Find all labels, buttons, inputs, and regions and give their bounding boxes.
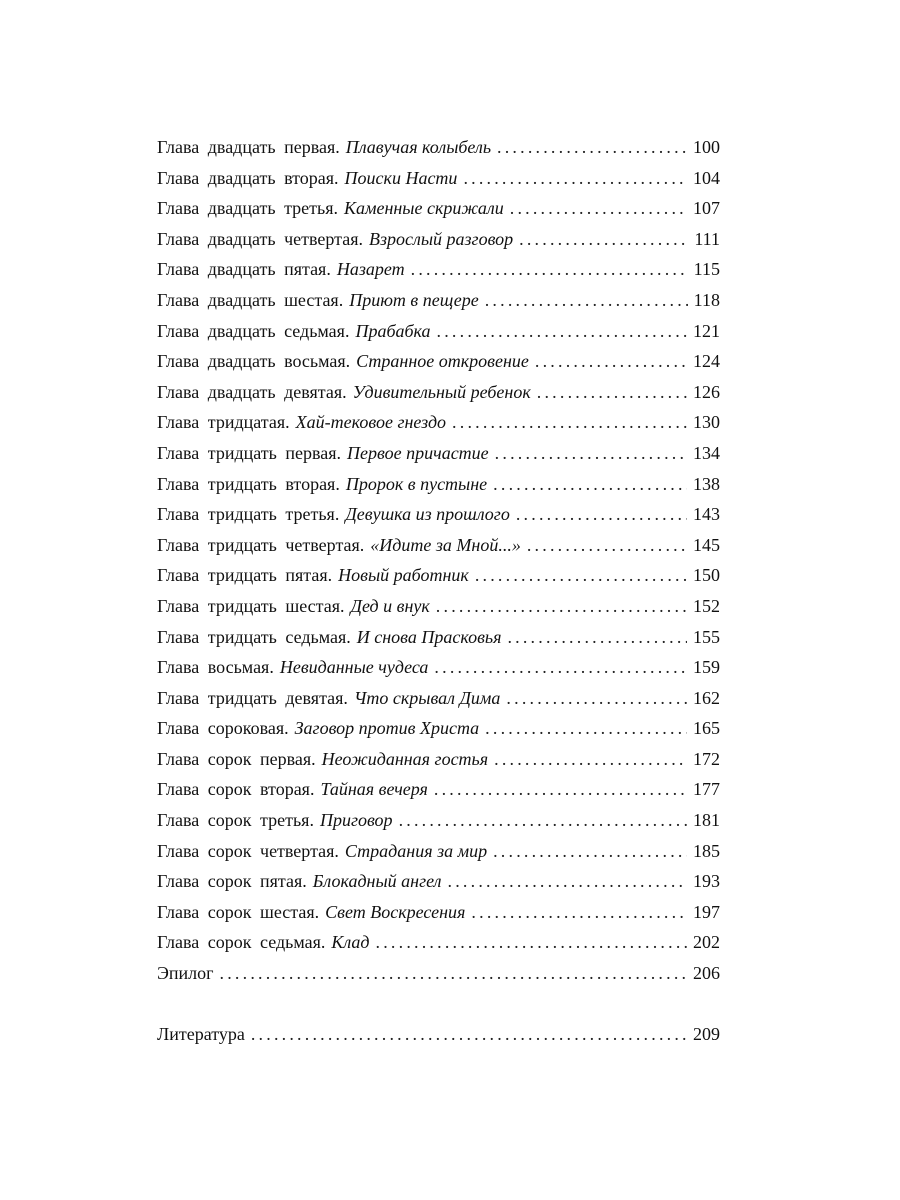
- toc-entry-title: Взрослый разговор: [368, 228, 514, 249]
- dot-leader: [485, 713, 687, 744]
- toc-entry-page-number: 100: [693, 137, 720, 157]
- toc-entry-title: Каменные скрижали: [344, 198, 504, 219]
- toc-entry-chapter: Глава сорок третья.: [157, 810, 314, 831]
- toc-entry-chapter: Глава сорок пятая.: [157, 871, 307, 892]
- toc-entry-chapter: Глава восьмая.: [157, 657, 274, 678]
- toc-entry-chapter: Глава сороковая.: [157, 718, 289, 739]
- toc-entry-chapter: Глава двадцать пятая.: [157, 259, 331, 280]
- toc-entry-title: Невиданные чудеса: [279, 657, 429, 678]
- dot-leader: [495, 438, 687, 469]
- toc-entry-chapter: Глава тридцать первая.: [157, 442, 342, 463]
- dot-leader: [497, 132, 687, 163]
- toc-entry-title: Приют в пещере: [349, 289, 479, 310]
- toc-entry-chapter: Глава двадцать вторая.: [157, 167, 339, 188]
- dot-leader: [376, 927, 687, 958]
- toc-entry: [157, 622, 720, 653]
- toc-entry-chapter: Глава двадцать девятая.: [157, 381, 347, 402]
- toc-entry-title: Назарет: [336, 259, 405, 280]
- dot-leader: [507, 622, 687, 653]
- dot-leader: [399, 805, 687, 836]
- toc-entry: [157, 866, 720, 897]
- dot-leader: [475, 560, 687, 591]
- toc-entry-page-number: 209: [693, 1023, 720, 1044]
- toc-entry-title: Хай-тековое гнездо: [295, 412, 447, 433]
- toc-entry: [157, 346, 720, 377]
- toc-entry-title: Приговор: [319, 810, 393, 831]
- toc-entry-page-number: 193: [693, 871, 720, 892]
- toc-entry-page-number: 202: [693, 932, 720, 953]
- toc-entry-page-number: 155: [693, 626, 720, 647]
- dot-leader: [510, 193, 687, 224]
- toc-entry: [157, 897, 720, 928]
- toc-entry-chapter: Глава тридцать третья.: [157, 504, 340, 525]
- toc-entry: [157, 224, 720, 255]
- toc-entry-page-number: 126: [693, 381, 720, 402]
- toc-entry: [157, 683, 720, 714]
- toc-entry-title: Первое причастие: [347, 442, 489, 463]
- toc-entry-page-number: 143: [693, 504, 720, 525]
- dot-leader: [434, 652, 687, 683]
- toc-entry-chapter: Глава двадцать первая.: [157, 137, 340, 157]
- toc-entry-title: Свет Воскресения: [325, 901, 466, 922]
- toc-entry-chapter: Глава двадцать третья.: [157, 198, 339, 219]
- toc-entry-page-number: 121: [693, 320, 720, 341]
- toc-entry-chapter: Глава сорок седьмая.: [157, 932, 326, 953]
- toc-entry-page-number: 165: [693, 718, 720, 739]
- toc-entry-title: Неожиданная гостья: [321, 748, 489, 769]
- dot-leader: [493, 469, 687, 500]
- toc-entry-title: Страдания за мир: [344, 840, 488, 861]
- dot-leader: [434, 774, 687, 805]
- toc-entry-page-number: 152: [693, 595, 720, 616]
- dot-leader: [527, 530, 687, 561]
- toc-entry-title: Поиски Насти: [344, 167, 458, 188]
- toc-entry: [157, 285, 720, 316]
- toc-entry-title: «Идите за Мной...»: [370, 534, 521, 555]
- toc-entry: [157, 774, 720, 805]
- toc-entry-title: И снова Прасковья: [356, 626, 502, 647]
- toc-entry-chapter: Глава тридцать шестая.: [157, 595, 345, 616]
- toc-entry-literature: [157, 1019, 720, 1050]
- toc-entry: [157, 836, 720, 867]
- toc-entry-chapter: Глава сорок четвертая.: [157, 840, 339, 861]
- dot-leader: [506, 683, 687, 714]
- dot-leader: [436, 591, 687, 622]
- dot-leader: [516, 499, 687, 530]
- toc-entry: [157, 316, 720, 347]
- toc-entry-epilogue: [157, 958, 720, 989]
- toc-entry: [157, 560, 720, 591]
- toc-entry-chapter: Глава двадцать восьмая.: [157, 351, 351, 372]
- toc-entry-title: Клад: [331, 932, 370, 953]
- toc-entry-title: Пророк в пустыне: [345, 473, 488, 494]
- toc-entry-chapter: Литература: [157, 1023, 245, 1044]
- toc-entry-chapter: Глава тридцать вторая.: [157, 473, 340, 494]
- toc-entry-chapter: Глава сорок шестая.: [157, 901, 320, 922]
- toc-entry-page-number: 177: [693, 779, 720, 800]
- toc-entry: [157, 469, 720, 500]
- toc-entry-page-number: 104: [693, 167, 720, 188]
- table-of-contents: [157, 132, 720, 1049]
- toc-entry-page-number: 130: [693, 412, 720, 433]
- toc-entry: [157, 652, 720, 683]
- toc-entry-title: Девушка из прошлого: [345, 504, 510, 525]
- toc-entry: [157, 591, 720, 622]
- toc-entry-page-number: 124: [693, 351, 720, 372]
- toc-entry-chapter: Глава тридцать пятая.: [157, 565, 333, 586]
- toc-entry-title: Блокадный ангел: [312, 871, 442, 892]
- toc-entry-title: Странное откровение: [356, 351, 529, 372]
- dot-leader: [437, 316, 687, 347]
- toc-entry: [157, 927, 720, 958]
- toc-entry: [157, 377, 720, 408]
- dot-leader: [537, 377, 687, 408]
- toc-entry: [157, 163, 720, 194]
- toc-entry-chapter: Глава тридцать девятая.: [157, 687, 348, 708]
- toc-entry-chapter: Глава сорок первая.: [157, 748, 316, 769]
- dot-leader: [519, 224, 688, 255]
- toc-entry-page-number: 107: [693, 198, 720, 219]
- dot-leader: [471, 897, 687, 928]
- section-spacer: [157, 989, 720, 1019]
- toc-entry-title: Что скрывал Дима: [353, 687, 501, 708]
- toc-entry-title: Заговор против Христа: [294, 718, 480, 739]
- toc-entry: [157, 407, 720, 438]
- dot-leader: [220, 958, 687, 989]
- toc-entry-page-number: 185: [693, 840, 720, 861]
- dot-leader: [452, 407, 687, 438]
- dot-leader: [251, 1019, 687, 1050]
- toc-entry: [157, 713, 720, 744]
- toc-entry: [157, 744, 720, 775]
- dot-leader: [411, 254, 688, 285]
- toc-entry-chapter: Глава двадцать шестая.: [157, 289, 344, 310]
- toc-entry-chapter: Глава тридцатая.: [157, 412, 290, 433]
- toc-entry-page-number: 159: [693, 657, 720, 678]
- toc-entry-page-number: 134: [693, 442, 720, 463]
- toc-entry-page-number: 118: [693, 289, 720, 310]
- dot-leader: [463, 163, 687, 194]
- toc-entry-page-number: 115: [693, 259, 720, 280]
- dot-leader: [485, 285, 688, 316]
- toc-entry: [157, 530, 720, 561]
- toc-entry-title: Тайная вечеря: [320, 779, 428, 800]
- toc-entry: [157, 805, 720, 836]
- dot-leader: [493, 836, 687, 867]
- toc-entry-chapter: Глава двадцать четвертая.: [157, 228, 363, 249]
- toc-entry: [157, 193, 720, 224]
- toc-entry-title: Дед и внук: [350, 595, 430, 616]
- toc-entry: [157, 254, 720, 285]
- dot-leader: [535, 346, 687, 377]
- toc-entry-title: Новый работник: [338, 565, 469, 586]
- toc-entry: [157, 438, 720, 469]
- toc-entry-page-number: 197: [693, 901, 720, 922]
- toc-entry: [157, 499, 720, 530]
- toc-entry-chapter: Глава тридцать седьмая.: [157, 626, 351, 647]
- toc-entry-page-number: 138: [693, 473, 720, 494]
- toc-entry-title: Удивительный ребенок: [352, 381, 531, 402]
- toc-entry-chapter: Глава сорок вторая.: [157, 779, 315, 800]
- toc-entry-chapter: Глава двадцать седьмая.: [157, 320, 350, 341]
- toc-entry-title: Плавучая колыбель: [345, 137, 492, 157]
- toc-entry: [157, 132, 720, 163]
- toc-entry-page-number: 111: [694, 228, 720, 249]
- toc-entry-chapter: Глава тридцать четвертая.: [157, 534, 365, 555]
- toc-entry-page-number: 172: [693, 748, 720, 769]
- dot-leader: [448, 866, 687, 897]
- dot-leader: [494, 744, 687, 775]
- toc-entry-page-number: 181: [693, 810, 720, 831]
- toc-entry-page-number: 162: [693, 687, 720, 708]
- toc-entry-page-number: 145: [693, 534, 720, 555]
- toc-entry-title: Прабабка: [355, 320, 431, 341]
- toc-entry-page-number: 150: [693, 565, 720, 586]
- toc-entry-chapter: Эпилог: [157, 963, 214, 984]
- toc-entry-page-number: 206: [693, 963, 720, 984]
